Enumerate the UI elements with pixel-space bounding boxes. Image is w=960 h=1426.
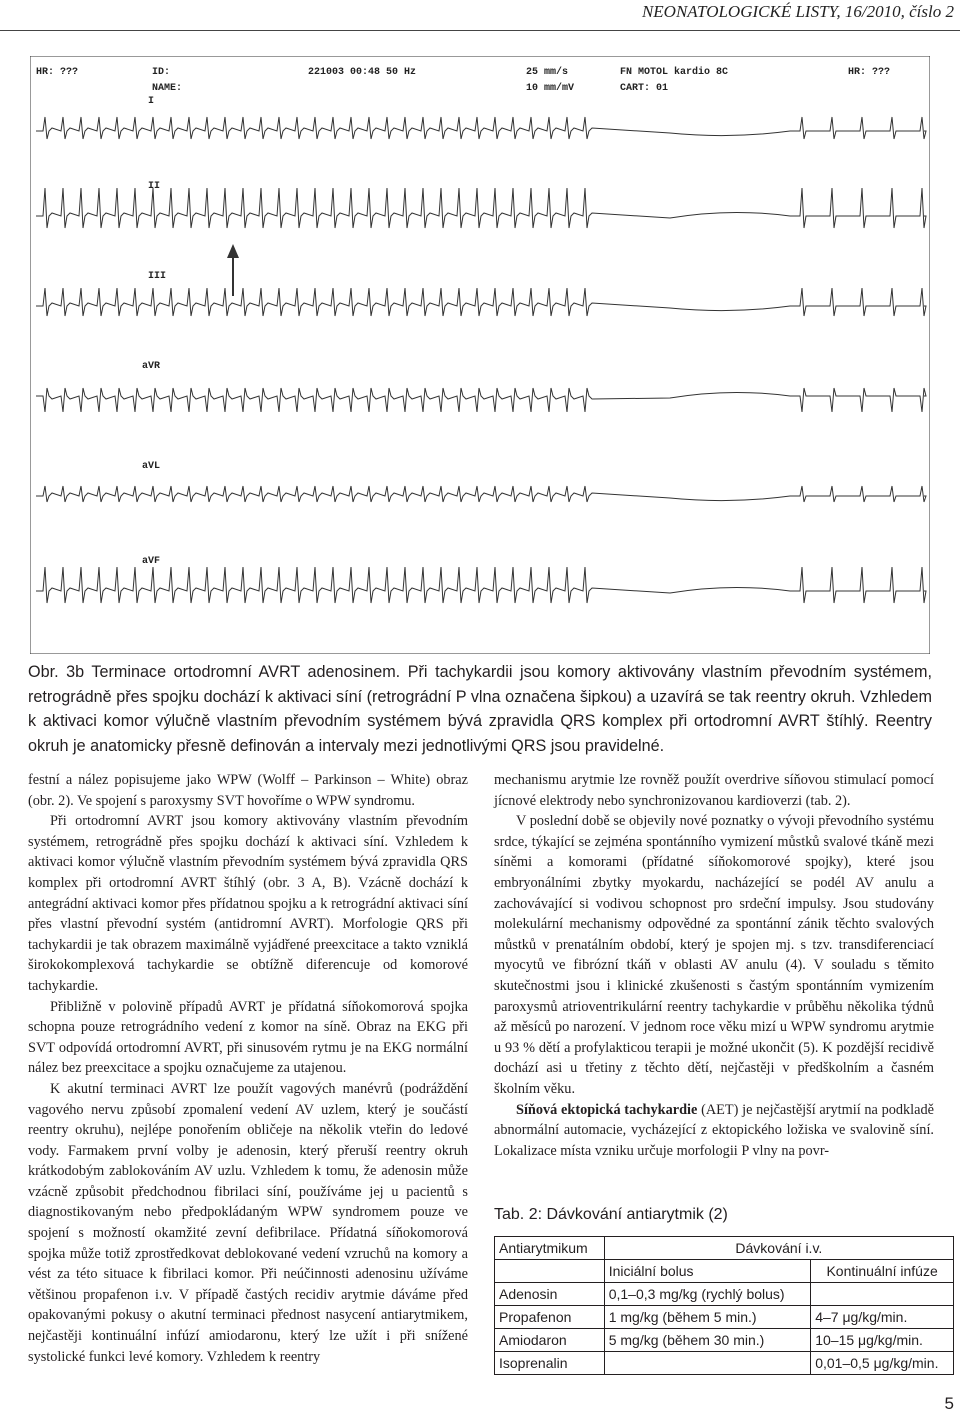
right-paragraph-1: mechanismu arytmie lze rovněž použít overdrive síňovou stimulací pomocí jícnové elektrody nebo synchronizovanou kardioverzi (tab. 2). xyxy=(494,772,934,809)
running-header xyxy=(0,0,960,30)
right-paragraph-2: V poslední době se objevily nové poznatky o vývoji převodního systému srdce, týkající se zejména spontánního vymizení můstků svalové tkáně mezi síněmi a komorami (přídatné síňokomorové spojky), které jsou embryonálními zbytky myokardu, nacházející se podél AV anulu a zachovávající si vodivou schopnost pro srdeční impulsy. Jsou studovány molekulární mechanismy odpovědné za spontánní zánik těchto svalových můstků v prenatálním období, který je spojen mj. s tzv. transdiferenciací myocytů ve fibrózní tkáň v oblasti AV anulu (4). V souladu s těmito skutečnostmi jsou i klinické zkušenosti s častým spontánním vymizením paroxysmů atrioventrikulární reentry tachykardie v průběhu několika týdnů až měsíců po narození. V jednom roce věku mizí u WPW syndromu arytmie u 93 % dětí a profylakticou terapii je možné ukončit (5). K pozdější recidivě dochází asi u třetiny z těchto dětí, nejčastěji v předškolním a časném školním věku. xyxy=(494,813,934,1097)
table-cell-drug: Adenosin xyxy=(495,1283,605,1306)
table-subheader-empty xyxy=(495,1260,605,1283)
table-subheader-bolus: Iniciální bolus xyxy=(604,1260,811,1283)
left-paragraph-3: Přibližně v polovině případů AVRT je přídatná síňokomorová spojka schopna pouze retrográdního vedení z komor na síně. Obraz na EKG při SVT odpovídá ortodromní AVRT, při sinusovém rytmu je na EKG normální nález bez preexcitace a spojku označujeme za utajenou. xyxy=(28,998,468,1077)
table-title: Tab. 2: Dávkování antiarytmik (2) xyxy=(494,1206,728,1223)
table-cell-infusion: 10–15 μg/kg/min. xyxy=(811,1329,954,1352)
lead-label-avf: aVF xyxy=(142,556,161,567)
table-row xyxy=(495,1352,954,1375)
table-row xyxy=(495,1329,954,1352)
table-cell-bolus: 1 mg/kg (během 5 min.) xyxy=(604,1306,811,1329)
table-cell-drug: Propafenon xyxy=(495,1306,605,1329)
right-column xyxy=(494,770,934,1161)
lead-label-ii: II xyxy=(148,181,161,192)
left-column xyxy=(28,770,468,1367)
journal-running-title: NEONATOLOGICKÉ LISTY, 16/2010, číslo 2 xyxy=(641,2,954,21)
ecg-hr-left: HR: ??? xyxy=(36,67,79,78)
ecg-figure xyxy=(30,56,930,654)
ecg-record-info: 221003 00:48 50 Hz xyxy=(308,67,417,78)
lead-label-avr: aVR xyxy=(142,361,161,372)
ecg-institution: FN MOTOL kardio 8C xyxy=(620,67,729,78)
page-number: 5 xyxy=(944,1394,954,1413)
header-rule xyxy=(0,30,960,31)
lead-label-avl: aVL xyxy=(142,461,161,472)
table-header-drug: Antiarytmikum xyxy=(495,1237,605,1260)
table-cell-bolus xyxy=(604,1352,811,1375)
ecg-hr-right: HR: ??? xyxy=(848,67,891,78)
ecg-tracing xyxy=(30,56,930,654)
left-paragraph-1: festní a nález popisujeme jako WPW (Wolff – Parkinson – White) obraz (obr. 2). Ve spojení s paroxysmy SVT hovoříme o WPW syndromu. xyxy=(28,772,468,809)
ecg-cart: CART: 01 xyxy=(620,83,669,94)
ecg-frame xyxy=(30,56,930,654)
ecg-id-label: ID: xyxy=(152,67,171,78)
table-cell-infusion: 0,01–0,5 μg/kg/min. xyxy=(811,1352,954,1375)
table-cell-drug: Isoprenalin xyxy=(495,1352,605,1375)
table-cell-infusion xyxy=(811,1283,954,1306)
table-row xyxy=(495,1306,954,1329)
left-paragraph-2: Při ortodromní AVRT jsou komory aktivovány vlastním převodním systémem, retrográdně přes spojku dochází k aktivaci síní. Vzhledem k aktivaci komor výlučně vlastním převodním systémem bývá zpravidla QRS komplex při ortodromní AVRT štíhlý (obr. 3 A, B). Vzácně dochází k antegrádní aktivaci komor přes přídatnou spojku a k retrográdní aktivaci síní přes vlastní převodní systém (antidromní AVRT). Morfologie QRS při tachykardii je tak obrazem maximálně vyjádřené preexcitace a takto vzniklá širokokomplexová tachykardie se obtížně diferencuje od komorové tachykardie. xyxy=(28,813,468,994)
table-subheader-infusion: Kontinuální infúze xyxy=(811,1260,954,1283)
table-cell-infusion: 4–7 μg/kg/min. xyxy=(811,1306,954,1329)
table-header-dosing: Dávkování i.v. xyxy=(604,1237,953,1260)
ecg-name-label: NAME: xyxy=(152,83,183,94)
table-cell-drug: Amiodaron xyxy=(495,1329,605,1352)
right-paragraph-3 xyxy=(494,1100,934,1162)
dosing-table xyxy=(494,1236,954,1375)
table-cell-bolus: 0,1–0,3 mg/kg (rychlý bolus) xyxy=(604,1283,811,1306)
table-subheader-row xyxy=(495,1260,954,1283)
table-row xyxy=(495,1283,954,1306)
aet-text: (AET) je nejčastější arytmií na podkladě abnormální automacie, vycházející z ektopického ložiska ve svalovině síní. Lokalizace místa vzniku určuje morfologii P vlny na povr- xyxy=(494,1101,934,1159)
figure-caption: Obr. 3b Terminace ortodromní AVRT adenosinem. Při tachykardii jsou komory aktivovány vlastním převodním systémem, retrográdně přes spojku dochází k aktivaci síní (retrográdní P vlna označena šipkou) a uzavírá se tak reentry okruh. Vzhledem k aktivaci komor výlučně vlastním převodním systémem bývá zpravidla QRS komplex při ortodromní AVRT štíhlý. Reentry okruh je anatomicky přesně definován a intervaly mezi jednotlivými QRS jsou pravidelné. xyxy=(28,663,932,755)
ecg-gain: 10 mm/mV xyxy=(526,83,575,94)
aet-term: Síňová ektopická tachykardie xyxy=(516,1101,698,1118)
left-paragraph-4: K akutní terminaci AVRT lze použít vagových manévrů (podráždění vagového nervu způsobí zpomalení vedení AV uzlem, který je součástí reentry okruhu), nejlépe ponořením obličeje na několik vteřin do ledové vody. Farmakem první volby je adenosin, který přeruší reentry okruh krátkodobým zablokováním AV uzlu. Vzhledem k tomu, že adenosin může vzácně způsobit předchodnou fibrilaci síní, používáme jej u pacientů s diagnostikovaným nebo předpokládaným WPW syndromem pouze ve spojení s možností okamžité zevní defibrilace. Přídatná síňokomorová spojka může totiž zprostředkovat deblokované vedení vzruchů na komory a vést za této situace k fibrilaci komor. Při neúčinnosti adenosinu užíváme většinou propafenon i.v. V případě častých recidiv arytmie dáváme před opakovanými pokusy o akutní terminaci přednost nasycení antiarytmikem, nejčastěji kontinuální infúzí amiodaronu, který lze užít i při snížené systolické funkci levé komory. Vzhledem k reentry xyxy=(28,1080,468,1365)
lead-label-iii: III xyxy=(148,271,167,282)
table-cell-bolus: 5 mg/kg (během 30 min.) xyxy=(604,1329,811,1352)
lead-label-i: I xyxy=(148,96,155,107)
table-header-row xyxy=(495,1237,954,1260)
ecg-speed: 25 mm/s xyxy=(526,67,569,78)
